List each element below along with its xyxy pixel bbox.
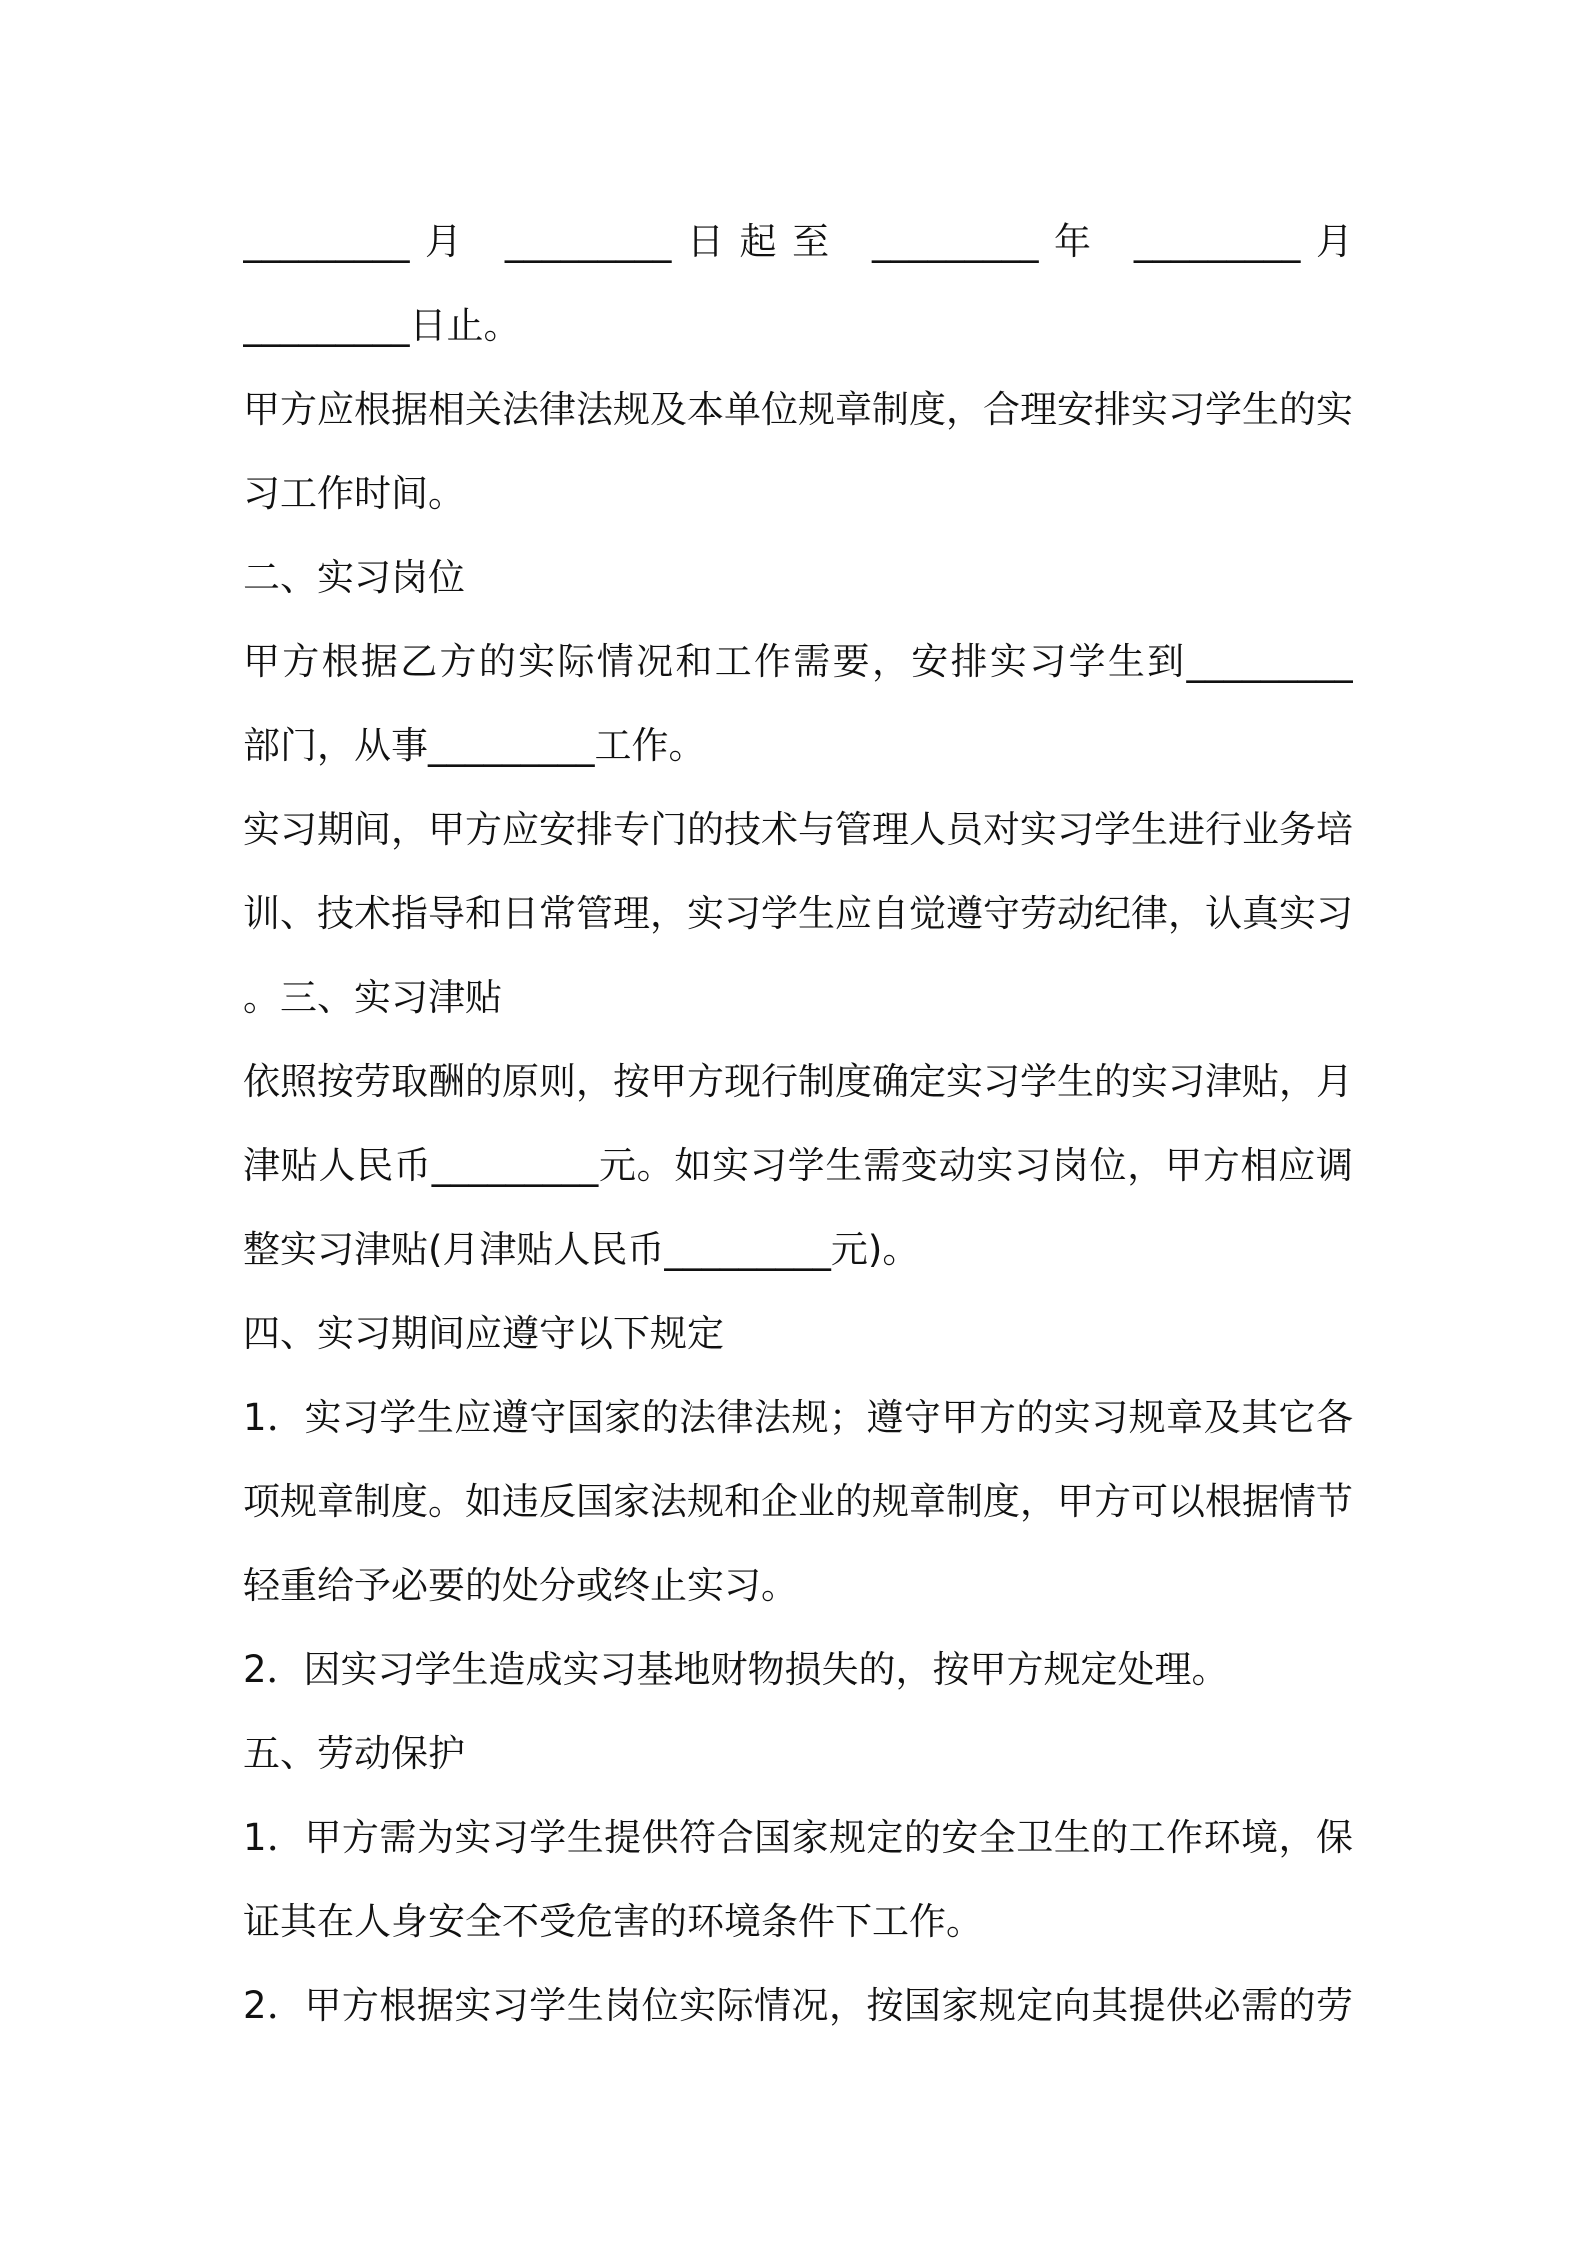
paragraph-line: 甲方应根据相关法律法规及本单位规章制度，合理安排实习学生的实 — [243, 388, 1353, 431]
paragraph-line: 部门，从事_________工作。 — [243, 724, 706, 767]
list-item-line: 轻重给予必要的处分或终止实习。 — [243, 1564, 798, 1607]
section-heading-internship-position: 二、实习岗位 — [243, 556, 465, 599]
list-item-line: 2．甲方根据实习学生岗位实际情况，按国家规定向其提供必需的劳 — [243, 1984, 1353, 2027]
paragraph-line: 甲方根据乙方的实际情况和工作需要，安排实习学生到_________ — [243, 640, 1353, 683]
date-range-line: _________月 _________日起至 _________年 _________月 — [243, 220, 1353, 263]
paragraph-line: 习工作时间。 — [243, 472, 465, 515]
list-item-line: 1．实习学生应遵守国家的法律法规；遵守甲方的实习规章及其它各 — [243, 1396, 1353, 1439]
list-item-line: 证其在人身安全不受危害的环境条件下工作。 — [243, 1900, 983, 1943]
section-heading-internship-allowance: 。三、实习津贴 — [243, 976, 502, 1019]
paragraph-line: 津贴人民币_________元。如实习学生需变动实习岗位，甲方相应调 — [243, 1144, 1353, 1187]
paragraph-line: 训、技术指导和日常管理，实习学生应自觉遵守劳动纪律，认真实习 — [243, 892, 1353, 935]
document-page — [243, 200, 1353, 2048]
section-heading-labor-protection: 五、劳动保护 — [243, 1732, 465, 1775]
paragraph-line: 依照按劳取酬的原则，按甲方现行制度确定实习学生的实习津贴，月 — [243, 1060, 1353, 1103]
section-heading-rules: 四、实习期间应遵守以下规定 — [243, 1312, 724, 1355]
date-range-end-line: _________日止。 — [243, 304, 521, 347]
paragraph-line: 整实习津贴(月津贴人民币_________元)。 — [243, 1228, 920, 1271]
list-item-line: 1．甲方需为实习学生提供符合国家规定的安全卫生的工作环境，保 — [243, 1816, 1353, 1859]
list-item-line: 2．因实习学生造成实习基地财物损失的，按甲方规定处理。 — [243, 1648, 1229, 1691]
paragraph-line: 实习期间，甲方应安排专门的技术与管理人员对实习学生进行业务培 — [243, 808, 1353, 851]
list-item-line: 项规章制度。如违反国家法规和企业的规章制度，甲方可以根据情节 — [243, 1480, 1353, 1523]
